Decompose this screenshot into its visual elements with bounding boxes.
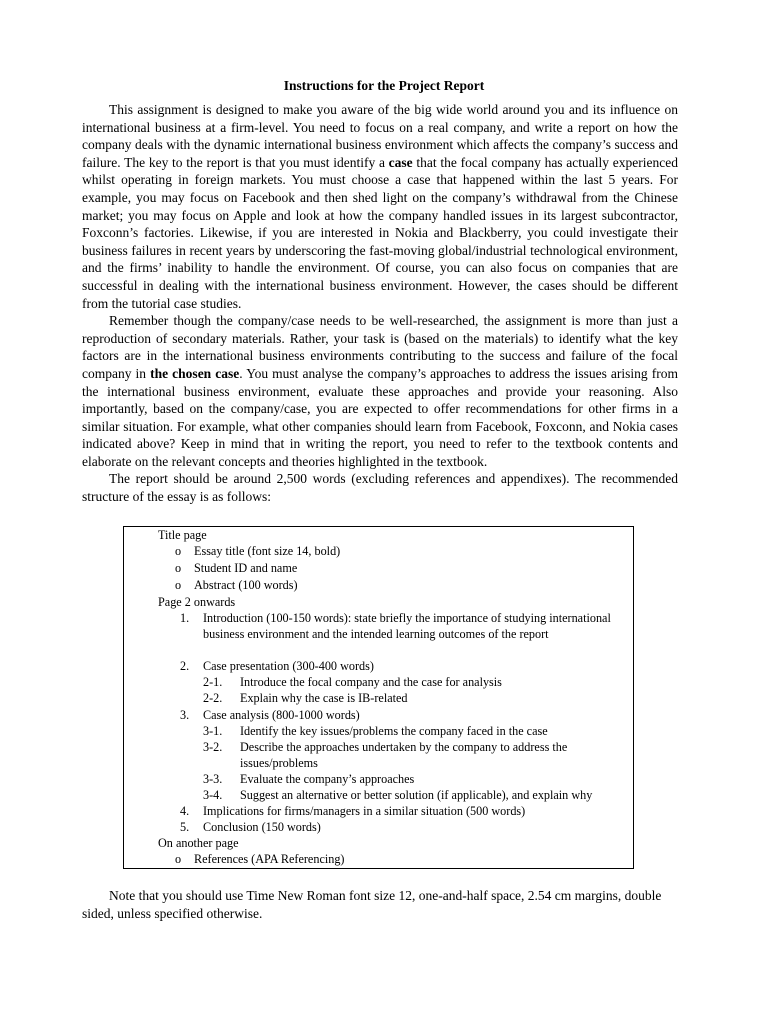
bold-case: case (388, 154, 413, 170)
outline-item-number: 5. (180, 820, 190, 834)
outline-subitem: Describe the approaches undertaken by the company to address the issues/problems (240, 740, 568, 771)
bullet-icon: o (175, 544, 182, 558)
outline-item-number: 1. (180, 611, 190, 625)
structure-outline-box (123, 526, 634, 869)
outline-subitem-number: 3-4. (203, 788, 223, 802)
bullet-icon: o (175, 561, 182, 575)
outline-item: Introduction (100-150 words): state briefly the importance of studying international business environment and the intended learning outcomes of the report (203, 611, 611, 642)
outline-bullet: Student ID and name (194, 561, 298, 575)
note-text (82, 887, 678, 922)
outline-subitem-number: 2-1. (203, 675, 223, 689)
outline-item: Conclusion (150 words) (203, 820, 321, 834)
outline-subitem: Suggest an alternative or better solution (if applicable), and explain why (240, 788, 593, 802)
outline-bullet: Abstract (100 words) (194, 578, 298, 592)
paragraph-3: The report should be around 2,500 words (excluding references and appendixes). The recommended structure of the essay is as follows: (82, 471, 678, 505)
outline-subitem: Identify the key issues/problems the company faced in the case (240, 724, 548, 738)
outline-item-number: 2. (180, 659, 190, 673)
bullet-icon: o (175, 578, 182, 592)
outline-bullet: Essay title (font size 14, bold) (194, 544, 341, 558)
outline-subitem: Introduce the focal company and the case for analysis (240, 675, 502, 689)
outline-subitem-number: 3-1. (203, 724, 223, 738)
outline-item: Case presentation (300-400 words) (203, 659, 374, 673)
paragraph-1: This assignment is designed to make you aware of the big wide world around you and its influence on international business at a firm-level. You need to focus on a real company, and write a report on how the company deals with the dynamic international business environment which affects the company’s success and failure. The key to the report is that you must identify a case that the focal company has actually experienced whilst operating in foreign markets. You must choose a case that happened within the last 5 years. For example, you may focus on Facebook and then shed light on the company’s withdrawal from the Chinese market; you may focus on Apple and look at how the company handled issues in its largest subcontractor, Foxconn’s factories. Likewise, if you are interested in Nokia and Blackberry, you could investigate their business failures in recent years by underscoring the fast-moving global/industrial technological environment, and the firms’ inability to handle the environment. Of course, you can also focus on companies that are successful in dealing with the international business environment. However, the cases should be different from the tutorial case studies. (82, 102, 678, 311)
outline-subitem-number: 2-2. (203, 691, 223, 705)
outline-references: References (APA Referencing) (194, 852, 345, 866)
outline-page2: Page 2 onwards (158, 595, 236, 609)
bold-chosen-case: the chosen case (150, 365, 240, 381)
bullet-icon: o (175, 852, 182, 866)
outline-subitem: Evaluate the company’s approaches (240, 772, 415, 786)
body-text (82, 101, 678, 506)
outline-title-page: Title page (158, 528, 207, 542)
outline-subitem: Explain why the case is IB-related (240, 691, 408, 705)
outline-subitem-number: 3-2. (203, 740, 223, 754)
outline-item-number: 3. (180, 708, 190, 722)
outline-another-page: On another page (158, 836, 239, 850)
outline-item: Implications for firms/managers in a similar situation (500 words) (203, 804, 526, 818)
page-title: Instructions for the Project Report (283, 78, 485, 93)
outline-item: Case analysis (800-1000 words) (203, 708, 360, 722)
paragraph-2: Remember though the company/case needs to be well-researched, the assignment is more than just a reproduction of secondary materials. Rather, your task is (based on the materials) to identify what the key factors are in the international business environments contributing to the success and failure of the focal company in the chosen case. You must analyse the company’s approaches to address the issues arising from the international business environment, evaluate these approaches and provide your reasoning. Also importantly, based on the company/case, you are expected to offer recommendations for other firms in a similar situation. For example, what other companies should learn from Facebook, Foxconn, and Nokia cases indicated above? Keep in mind that in writing the report, you need to refer to the textbook contents and elaborate on the relevant concepts and theories highlighted in the textbook. (82, 313, 678, 469)
outline-item-number: 4. (180, 804, 190, 818)
note-paragraph: Note that you should use Time New Roman font size 12, one-and-half space, 2.54 cm margins, double sided, unless specified otherwise. (82, 888, 662, 921)
outline-subitem-number: 3-3. (203, 772, 223, 786)
